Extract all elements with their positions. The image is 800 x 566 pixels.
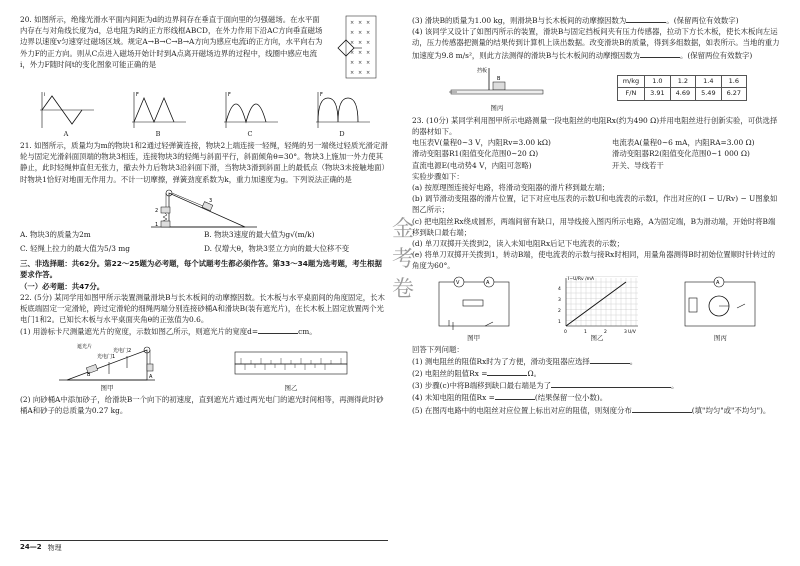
svg-text:4: 4 xyxy=(557,286,561,292)
svg-text:F: F xyxy=(136,92,139,98)
q23-step-c: (c) 把电阻丝Rx绕成圆形，两端间留有缺口，用导线接入图丙所示电路，A为固定端，B为滑动端，开始时将B端移到缺口最右端； xyxy=(412,216,776,237)
q20-graph-b: F B xyxy=(128,90,188,138)
svg-text:×: × xyxy=(358,60,363,66)
q23-equipment-3: 直流电源E(电动势4 V，内阻可忽略) 开关、导线若干 xyxy=(412,160,664,170)
question-23: 23. (10分) 某同学利用图甲所示电路测量一段电阻丝的电阻Rx(约为490 Ω)并用电阻丝进行创新实验，可供选择的器材如下。 xyxy=(412,115,778,137)
svg-text:×: × xyxy=(350,50,355,56)
svg-text:3: 3 xyxy=(209,197,213,204)
svg-text:×: × xyxy=(366,60,371,66)
svg-text:×: × xyxy=(358,30,363,36)
q23-figures xyxy=(412,274,782,342)
q23-step-e: (e) 将单刀双掷开关拨到1，转动B端，使电流表的示数与接Rx时相同，用量角器测得B时初始位置顺时针转过的角度为60°。 xyxy=(412,250,775,271)
q21-option-b: B. 物块3速度的最大值为g√(m/k) xyxy=(204,229,315,239)
q22-figure-jia: 遮光片 光电门1 光电门2 B A 图甲 xyxy=(57,340,157,392)
left-column xyxy=(20,14,388,416)
q23-blank-4[interactable] xyxy=(495,391,535,400)
q22-figure-yi: 图乙 xyxy=(231,348,351,392)
svg-text:×: × xyxy=(350,20,355,26)
svg-text:×: × xyxy=(358,70,363,76)
svg-text:A: A xyxy=(149,373,153,380)
svg-text:×: × xyxy=(350,40,355,46)
question-20: 20. 如图所示，绝缘光滑水平面内间距为d的边界间存在垂直于面向里的匀强磁场。在水平面内存在与对角线长度为d，总电阻为R的正方形线框ABCD，在外力作用下沿AC方向垂直磁场边界以速度v匀速穿过磁场区域。规定A→B→C→B→A方向为感应电流i的正方向，水平向右为外力F的正方向。则从C点进入磁场开始计时到A点离开磁场边界的过程中，线圈中感应电流i，外力F随时间t的变化图象可能正确的是 × × × × × × × × × × × × × × × × × × xyxy=(20,14,388,88)
svg-text:1: 1 xyxy=(155,221,159,228)
svg-text:B: B xyxy=(496,75,501,82)
q23-equipment-1: 电压表V(量程0~3 V，内阻Rv=3.00 kΩ) 电流表A(量程0~6 mA，内阻RA=3.00 Ω) xyxy=(412,138,755,148)
q22-figures xyxy=(20,340,388,392)
svg-text:×: × xyxy=(350,30,355,36)
svg-text:F: F xyxy=(320,92,323,98)
part3-heading: 三、非选择题：共62分。第22～25题为必考题，每个试题考生都必须作答。第33～34题为选考题，考生根据要求作答。 xyxy=(20,259,382,280)
svg-text:F: F xyxy=(228,92,231,98)
q21-option-a: A. 物块3的质量为2m xyxy=(20,229,91,239)
page-footer xyxy=(20,540,388,553)
svg-text:V: V xyxy=(455,279,460,286)
q23-answer-2: (2) 电阻丝的阻值Rx = Ω。 xyxy=(412,369,541,379)
page-number: 24—2 xyxy=(20,543,42,551)
q23-graph xyxy=(552,274,642,334)
q22-bing-block xyxy=(412,64,782,112)
svg-text:U/V: U/V xyxy=(627,329,636,334)
svg-text:A: A xyxy=(716,279,720,286)
svg-text:光电门1: 光电门1 xyxy=(97,353,116,360)
q20-option-graphs xyxy=(20,90,388,138)
q21-incline-figure xyxy=(149,185,259,229)
svg-text:0: 0 xyxy=(563,329,567,334)
q22-part3: (3) 滑块B的质量为1.00 kg，则滑块B与长木板间的动摩擦因数为 。(保留两位有效数字) xyxy=(412,16,739,25)
svg-text:i: i xyxy=(44,92,46,98)
svg-text:×: × xyxy=(358,40,363,46)
part3-subheading: （一）必考题：共47分。 xyxy=(20,281,105,291)
q23-step-d: (d) 单刀双掷开关拨到2，读入未知电阻Rx后记下电流表的示数； xyxy=(412,239,625,249)
svg-text:B: B xyxy=(87,371,91,378)
q22-blank-1[interactable] xyxy=(258,325,298,334)
q20-graph-a: i A xyxy=(36,90,96,138)
q23-answer-1: (1) 测电阻丝的阻值Rx时为了方便，滑动变阻器应选择 。 xyxy=(412,356,638,366)
svg-text:1: 1 xyxy=(583,329,587,334)
svg-text:×: × xyxy=(366,70,371,76)
q23-blank-2[interactable] xyxy=(487,367,527,376)
q22-figure-bing: 挡板 B 图丙 xyxy=(447,64,547,112)
svg-text:2: 2 xyxy=(557,308,561,314)
svg-text:×: × xyxy=(366,30,371,36)
svg-text:×: × xyxy=(358,20,363,26)
q21-option-d: D. 仅增大θ，物块3竖立方向的最大位移不变 xyxy=(204,244,350,254)
q23-step-b: (b) 调节滑动变阻器的滑片位置，记下对应电压表的示数U和电流表的示数I，作出对应的(I − U/Rv) − U图象如图乙所示； xyxy=(412,194,778,215)
q22-blank-3[interactable] xyxy=(626,14,666,23)
svg-text:2: 2 xyxy=(603,329,607,334)
question-22: 22. (5分) 某同学用如图甲所示装置测量滑块B与长木板间的动摩擦因数。长木板与水平桌面间的角度固定，长木板底端固定一定滑轮，跨过定滑轮的细绳两端分别连接砂桶A和滑块B(装有遮光片)，在长木板上固定放置两个光电门1和2。已知长木板与水平桌面夹角θ的正弦值为0.6。 xyxy=(20,292,385,325)
q23-figure-jia: V A 图甲 xyxy=(429,274,519,342)
seal-watermark: 金 考 卷 xyxy=(391,217,414,302)
subject-label: 物理 xyxy=(47,544,62,552)
q20-magnetic-field-figure xyxy=(328,14,388,88)
svg-text:×: × xyxy=(366,50,371,56)
q20-graph-d: F D xyxy=(312,90,372,138)
q22-part4: (4) 该同学又设计了如图丙所示的装置，滑块B与固定挡板间夹有压力传感器，拉动下方长木板，使长木板向左运动，压力传感器把测量的结果传到计算机上读出数据。改变滑块B的质量，得到多组数据，如表所示。当地的重力加速度为9.8 m/s²，则此方法测得的滑块B与长木板间的动摩擦因数为 。(保留两位有效数字) xyxy=(412,27,780,60)
svg-text:×: × xyxy=(350,70,355,76)
svg-text:×: × xyxy=(366,20,371,26)
q23-blank-5[interactable] xyxy=(632,404,692,413)
q22-blank-4[interactable] xyxy=(640,49,680,58)
svg-text:光电门2: 光电门2 xyxy=(113,347,132,354)
q22-data-table xyxy=(617,75,747,100)
svg-text:1: 1 xyxy=(557,319,561,325)
q21-options-row2 xyxy=(20,243,388,254)
q23-figure-yi: I−U/Rv /mA U/V 4 3 2 1 0 1 2 3 图乙 xyxy=(552,274,642,342)
right-column: (3) 滑块B的质量为1.00 kg，则滑块B与长木板间的动摩擦因数为 。(保留两位有效数字) (4) 该同学又设计了如图丙所示的装置，滑块B与固定挡板间夹有压力传感器，拉动下方长木板，使长木板向左运动，压力传感器把测量的结果传到计算机上读出数据。改变滑块B的质量，得到多组数据，如表所示。当地的重力加速度为9.8 m/s²，则此方法测得的滑块B与长木板间的动摩擦因数为 。(保留两位有效数字) 挡板 B 图丙 m/kg 1.0 1.2 1.4 1.6 F/N 3.91 4.69 5.49 6.27 23. (10分) 某同学利用图甲所示电路测量一段电阻丝的电阻Rx(约为490 Ω)并用电阻丝进行创新实验，可供选择的器材如下。 电压表V(量程0~3 V，内阻Rv=3.00 kΩ) 电流表A(量程0~6 mA，内阻RA=3.00 Ω) 滑动变阻器R1(阻值变化范围0~20 Ω) 滑动变阻器R2(阻值变化范围0~1 000 Ω) 直流电源E(电动势4 V，内阻可忽略) 开关、导线若干 实验步骤如下： (a) 按原理图连接好电路，将滑动变阻器的滑片移到最左端； (b) 调节滑动变阻器的滑片位置，记下对应电压表的示数U和电流表的示数I，作出对应的(I − U/Rv) − U图象如图乙所示； (c) 把电阻丝Rx绕成圆形，两端间留有缺口，用导线接入图丙所示电路，A为固定端，B为滑动端，开始时将B端移到缺口最右端； (d) 单刀双掷开关拨到2，读入未知电阻Rx后记下电流表的示数； (e) 将单刀双掷开关拨到1，转动B端，使电流表的示数与接Rx时相同，用量角器测得B时初始位置顺时针转过的角度为60°。 V A 图甲 I−U/Rv /mA U/V 4 3 2 1 0 1 2 3 图乙 A 图丙 回答下列问题： (1) 测电阻丝的阻值Rx时为了方便，滑动变阻器应选择 。 (2) 电阻丝的阻值Rx = Ω。 (3) 步骤(c)中将B端移到缺口最右端是为了 。 (4) 未知电阻的阻值Rx = (结果保留一位小数)。 (5) 在图丙电路中的电阻丝对应位置上标出对应的阻值，则刻度分布 (填"均匀"或"不均匀")。 xyxy=(412,14,782,416)
svg-text:挡板: 挡板 xyxy=(476,67,487,74)
q22-part1: (1) 用游标卡尺测量遮光片的宽度，示数如图乙所示，则遮光片的宽度d= cm。 xyxy=(20,327,317,337)
q20-graph-c: F C xyxy=(220,90,280,138)
q23-step-a: (a) 按原理图连接好电路，将滑动变阻器的滑片移到最左端； xyxy=(412,183,610,193)
q21-option-c: C. 轻绳上拉力的最大值为5/3 mg xyxy=(20,244,130,254)
svg-text:I−U/Rv /mA: I−U/Rv /mA xyxy=(567,276,595,282)
q23-answer-5: (5) 在图丙电路中的电阻丝对应位置上标出对应的阻值，则刻度分布 (填"均匀"或"不均匀")。 xyxy=(412,405,771,415)
q23-blank-1[interactable] xyxy=(590,355,630,364)
q21-options-row1 xyxy=(20,229,388,240)
q22-part2: (2) 向砂桶A中添加砂子，给滑块B一个向下的初速度，直到遮光片通过两光电门的遮光时间相等，再测得此时砂桶A和砂子的总质量为0.27 kg。 xyxy=(20,394,384,415)
svg-text:3: 3 xyxy=(557,297,561,303)
q23-answer-4: (4) 未知电阻的阻值Rx = (结果保留一位小数)。 xyxy=(412,393,608,403)
question-21: 21. 如图所示，质量均为m的物块1和2通过轻弹簧连接，物块2上端连接一轻绳，轻绳的另一端绕过轻质光滑定滑轮与固定光滑斜面顶端的物块3相连，连接物块3的轻绳与斜面平行，斜面倾角θ=30°。物块3上施加一外力使其静止，此时轻绳伸直但无张力，撤去外力后物块3沿斜面下滑，当物块3滑到斜面上的最低点（物块3未接触地面）时物块1恰好对地面无作用力。不计一切摩擦，弹簧劲度系数为k，重力加速度为g。下列说法正确的是 xyxy=(20,141,388,184)
table-row: m/kg 1.0 1.2 1.4 1.6 xyxy=(617,76,746,88)
q23-blank-3[interactable] xyxy=(551,379,671,388)
table-row: F/N 3.91 4.69 5.49 6.27 xyxy=(617,88,746,100)
svg-text:遮光片: 遮光片 xyxy=(77,343,93,350)
svg-text:A: A xyxy=(485,279,490,286)
svg-text:×: × xyxy=(366,40,371,46)
svg-text:2: 2 xyxy=(155,207,159,214)
svg-text:×: × xyxy=(350,60,355,66)
svg-text:×: × xyxy=(358,50,363,56)
q23-answer-3: (3) 步骤(c)中将B端移到缺口最右端是为了 。 xyxy=(412,381,679,391)
q21-figure-wrap xyxy=(20,185,388,229)
q23-figure-bing: A 图丙 xyxy=(675,274,765,342)
svg-text:3: 3 xyxy=(623,329,627,334)
q23-equipment-2: 滑动变阻器R1(阻值变化范围0~20 Ω) 滑动变阻器R2(阻值变化范围0~1 000 Ω) xyxy=(412,149,750,159)
